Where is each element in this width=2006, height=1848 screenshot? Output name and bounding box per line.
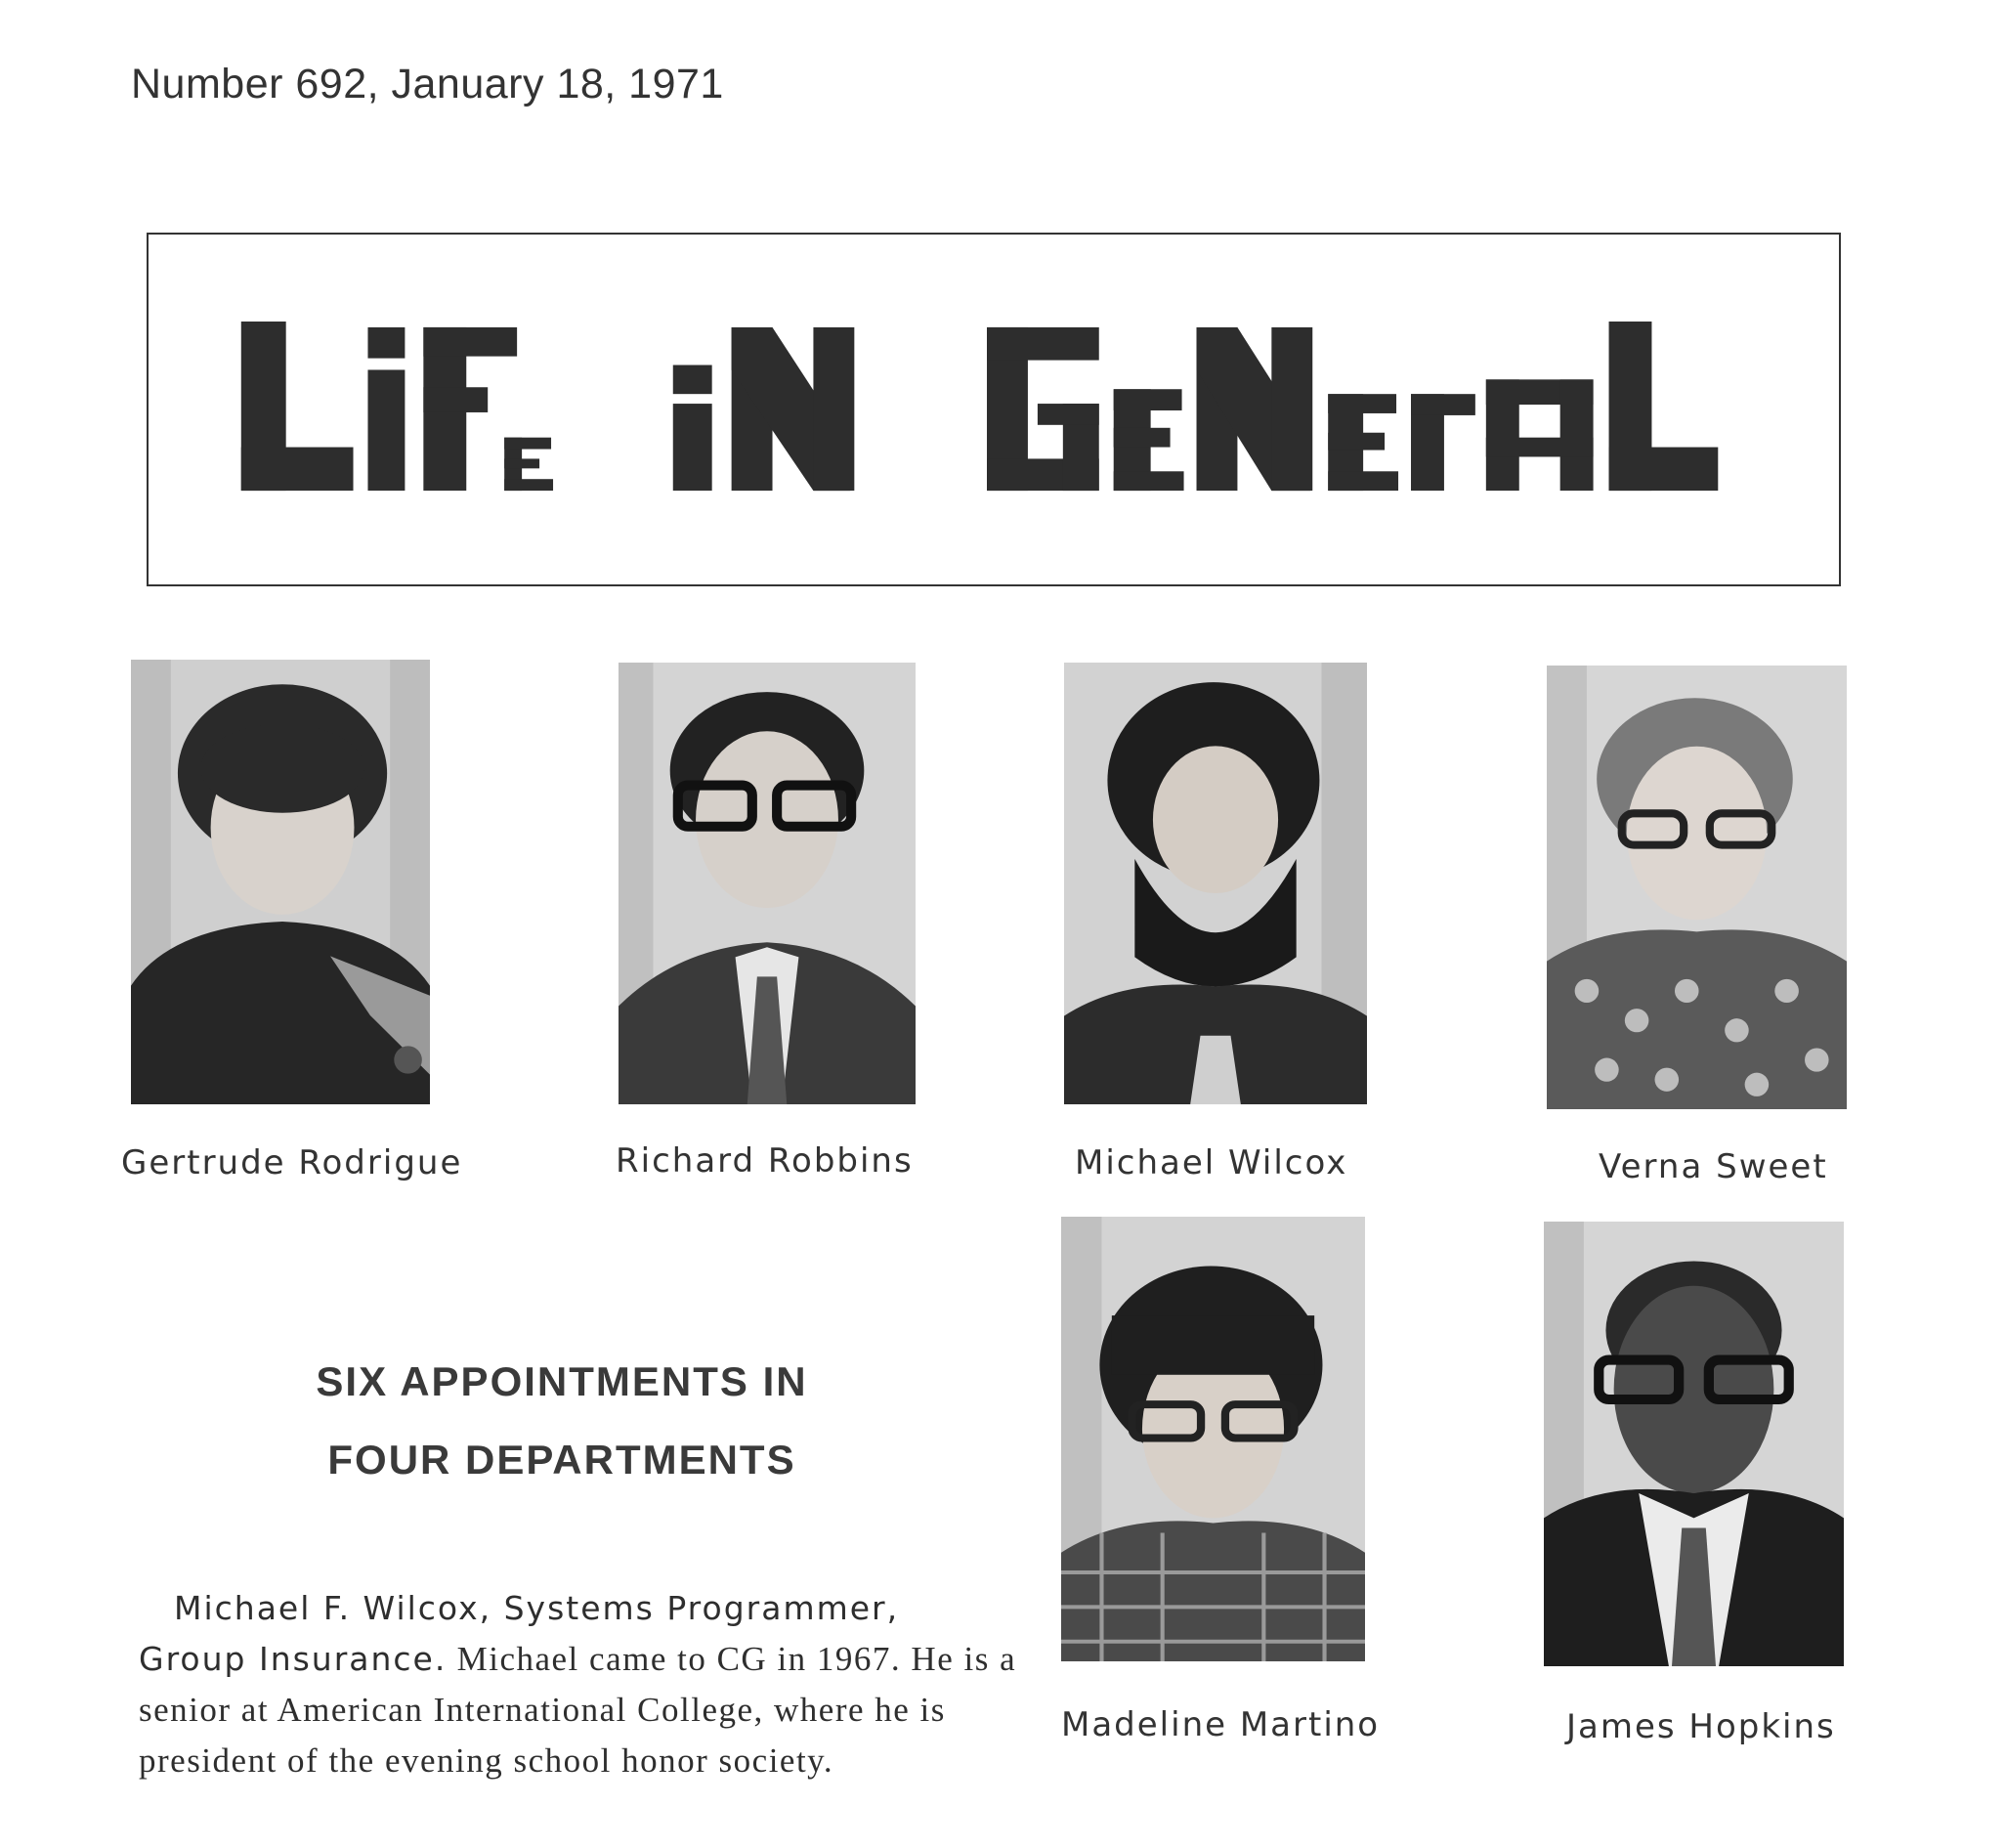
- masthead: [147, 233, 1841, 586]
- article-headline-line-1: SIX APPOINTMENTS IN: [316, 1358, 808, 1404]
- portrait-verna-sweet: [1547, 666, 1847, 1109]
- caption-verna-sweet: Verna Sweet: [1599, 1147, 1828, 1186]
- portrait-michael-wilcox: [1064, 663, 1367, 1104]
- caption-richard-robbins: Richard Robbins: [616, 1141, 914, 1181]
- article-lead: Michael F. Wilcox, Systems Programmer, Group Insurance.: [139, 1589, 900, 1678]
- masthead-title-logo: [149, 235, 1839, 584]
- caption-madeline-martino: Madeline Martino: [1061, 1705, 1381, 1744]
- portrait-gertrude-rodrigue: [131, 660, 430, 1104]
- caption-michael-wilcox: Michael Wilcox: [1075, 1143, 1348, 1182]
- caption-gertrude-rodrigue: Gertrude Rodrigue: [121, 1143, 463, 1182]
- caption-james-hopkins: James Hopkins: [1566, 1707, 1836, 1746]
- portrait-richard-robbins: [619, 663, 916, 1104]
- article-text: Michael came to CG in 1967. He is a senior at American International College, where he is president of the evening school honor society.: [139, 1640, 1017, 1780]
- portrait-james-hopkins: [1544, 1222, 1844, 1666]
- issue-line: Number 692, January 18, 1971: [131, 61, 724, 107]
- article-headline-line-2: FOUR DEPARTMENTS: [327, 1437, 796, 1483]
- article-body: [139, 1583, 1018, 1786]
